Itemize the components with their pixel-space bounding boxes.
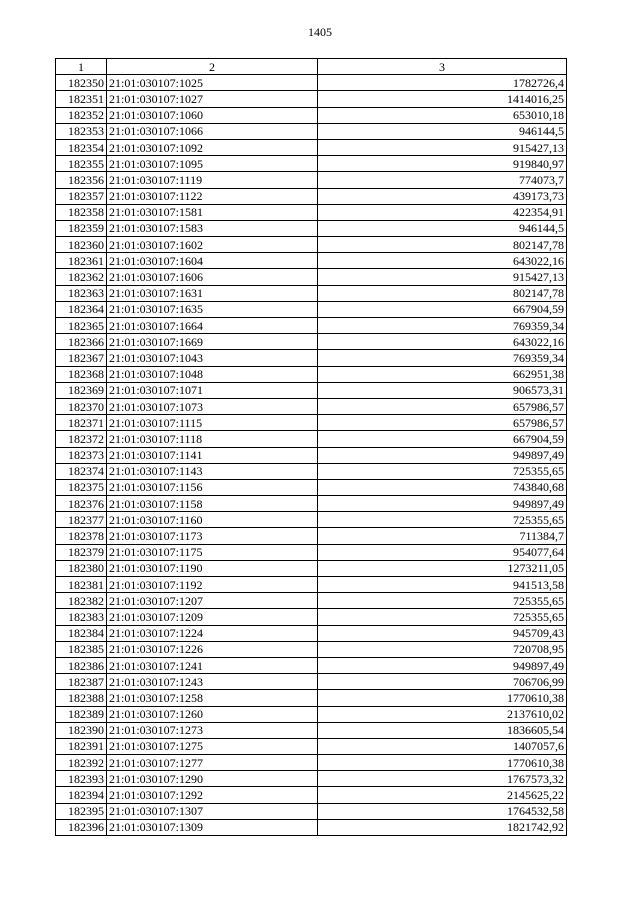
cadastral-number-cell: 21:01:030107:1071 bbox=[107, 382, 318, 398]
cadastral-number-cell: 21:01:030107:1275 bbox=[107, 738, 318, 754]
cadastral-number-cell: 21:01:030107:1118 bbox=[107, 431, 318, 447]
table-row bbox=[56, 512, 567, 528]
cadastral-value-cell: 743840,68 bbox=[318, 479, 567, 495]
cadastral-value-cell: 1767573,32 bbox=[318, 771, 567, 787]
cadastral-value-cell: 1836605,54 bbox=[318, 722, 567, 738]
row-number-cell: 182372 bbox=[56, 431, 107, 447]
cadastral-value-cell: 1782726,4 bbox=[318, 75, 567, 91]
row-number-cell: 182356 bbox=[56, 172, 107, 188]
cadastral-value-cell: 1821742,92 bbox=[318, 819, 567, 835]
table-row bbox=[56, 269, 567, 285]
table-row bbox=[56, 755, 567, 771]
row-number-cell: 182388 bbox=[56, 690, 107, 706]
cadastral-value-table bbox=[55, 58, 567, 836]
cadastral-number-cell: 21:01:030107:1122 bbox=[107, 188, 318, 204]
cadastral-number-cell: 21:01:030107:1664 bbox=[107, 318, 318, 334]
cadastral-value-cell: 725355,65 bbox=[318, 609, 567, 625]
cadastral-number-cell: 21:01:030107:1309 bbox=[107, 819, 318, 835]
row-number-cell: 182357 bbox=[56, 188, 107, 204]
row-number-cell: 182387 bbox=[56, 674, 107, 690]
cadastral-number-cell: 21:01:030107:1066 bbox=[107, 123, 318, 139]
table-body bbox=[56, 75, 567, 836]
table-row bbox=[56, 285, 567, 301]
table-row bbox=[56, 107, 567, 123]
table-row bbox=[56, 528, 567, 544]
table-row bbox=[56, 690, 567, 706]
cadastral-number-cell: 21:01:030107:1290 bbox=[107, 771, 318, 787]
table-row bbox=[56, 657, 567, 673]
row-number-cell: 182375 bbox=[56, 479, 107, 495]
row-number-cell: 182365 bbox=[56, 318, 107, 334]
cadastral-number-cell: 21:01:030107:1226 bbox=[107, 641, 318, 657]
table-row bbox=[56, 593, 567, 609]
row-number-cell: 182391 bbox=[56, 738, 107, 754]
table-row bbox=[56, 237, 567, 253]
cadastral-number-cell: 21:01:030107:1606 bbox=[107, 269, 318, 285]
cadastral-value-cell: 2145625,22 bbox=[318, 787, 567, 803]
cadastral-value-cell: 662951,38 bbox=[318, 366, 567, 382]
row-number-cell: 182386 bbox=[56, 657, 107, 673]
row-number-cell: 182381 bbox=[56, 577, 107, 593]
table-row bbox=[56, 188, 567, 204]
cadastral-number-cell: 21:01:030107:1160 bbox=[107, 512, 318, 528]
cadastral-number-cell: 21:01:030107:1583 bbox=[107, 220, 318, 236]
table-row bbox=[56, 318, 567, 334]
cadastral-number-cell: 21:01:030107:1173 bbox=[107, 528, 318, 544]
cadastral-value-cell: 1770610,38 bbox=[318, 690, 567, 706]
cadastral-value-cell: 643022,16 bbox=[318, 334, 567, 350]
row-number-cell: 182355 bbox=[56, 156, 107, 172]
cadastral-number-cell: 21:01:030107:1095 bbox=[107, 156, 318, 172]
row-number-cell: 182366 bbox=[56, 334, 107, 350]
row-number-cell: 182395 bbox=[56, 803, 107, 819]
cadastral-value-cell: 802147,78 bbox=[318, 285, 567, 301]
cadastral-number-cell: 21:01:030107:1241 bbox=[107, 657, 318, 673]
table-row bbox=[56, 496, 567, 512]
cadastral-value-cell: 643022,16 bbox=[318, 253, 567, 269]
row-number-cell: 182373 bbox=[56, 447, 107, 463]
row-number-cell: 182367 bbox=[56, 350, 107, 366]
cadastral-value-cell: 422354,91 bbox=[318, 204, 567, 220]
cadastral-value-cell: 949897,49 bbox=[318, 657, 567, 673]
cadastral-number-cell: 21:01:030107:1207 bbox=[107, 593, 318, 609]
cadastral-number-cell: 21:01:030107:1119 bbox=[107, 172, 318, 188]
cadastral-value-cell: 802147,78 bbox=[318, 237, 567, 253]
column-header-3: 3 bbox=[318, 59, 567, 75]
cadastral-number-cell: 21:01:030107:1258 bbox=[107, 690, 318, 706]
cadastral-value-cell: 949897,49 bbox=[318, 496, 567, 512]
table-row bbox=[56, 156, 567, 172]
cadastral-number-cell: 21:01:030107:1631 bbox=[107, 285, 318, 301]
cadastral-value-cell: 1770610,38 bbox=[318, 755, 567, 771]
cadastral-number-cell: 21:01:030107:1243 bbox=[107, 674, 318, 690]
cadastral-value-cell: 946144,5 bbox=[318, 220, 567, 236]
table-row bbox=[56, 479, 567, 495]
table-row bbox=[56, 204, 567, 220]
table-row bbox=[56, 771, 567, 787]
cadastral-value-cell: 945709,43 bbox=[318, 625, 567, 641]
row-number-cell: 182371 bbox=[56, 415, 107, 431]
cadastral-number-cell: 21:01:030107:1277 bbox=[107, 755, 318, 771]
row-number-cell: 182368 bbox=[56, 366, 107, 382]
row-number-cell: 182363 bbox=[56, 285, 107, 301]
cadastral-value-cell: 2137610,02 bbox=[318, 706, 567, 722]
row-number-cell: 182380 bbox=[56, 560, 107, 576]
table-row bbox=[56, 819, 567, 835]
cadastral-number-cell: 21:01:030107:1115 bbox=[107, 415, 318, 431]
cadastral-value-cell: 657986,57 bbox=[318, 398, 567, 414]
cadastral-number-cell: 21:01:030107:1027 bbox=[107, 91, 318, 107]
row-number-cell: 182360 bbox=[56, 237, 107, 253]
cadastral-value-cell: 915427,13 bbox=[318, 139, 567, 155]
table-row bbox=[56, 463, 567, 479]
cadastral-value-cell: 725355,65 bbox=[318, 593, 567, 609]
cadastral-number-cell: 21:01:030107:1141 bbox=[107, 447, 318, 463]
table-row bbox=[56, 91, 567, 107]
cadastral-value-cell: 906573,31 bbox=[318, 382, 567, 398]
cadastral-number-cell: 21:01:030107:1669 bbox=[107, 334, 318, 350]
table-row bbox=[56, 415, 567, 431]
cadastral-value-cell: 439173,73 bbox=[318, 188, 567, 204]
cadastral-value-cell: 725355,65 bbox=[318, 512, 567, 528]
table-row bbox=[56, 398, 567, 414]
row-number-cell: 182382 bbox=[56, 593, 107, 609]
table-row bbox=[56, 544, 567, 560]
table-row bbox=[56, 641, 567, 657]
column-header-1: 1 bbox=[56, 59, 107, 75]
row-number-cell: 182352 bbox=[56, 107, 107, 123]
row-number-cell: 182369 bbox=[56, 382, 107, 398]
cadastral-number-cell: 21:01:030107:1273 bbox=[107, 722, 318, 738]
cadastral-number-cell: 21:01:030107:1260 bbox=[107, 706, 318, 722]
cadastral-number-cell: 21:01:030107:1143 bbox=[107, 463, 318, 479]
row-number-cell: 182370 bbox=[56, 398, 107, 414]
cadastral-number-cell: 21:01:030107:1192 bbox=[107, 577, 318, 593]
cadastral-number-cell: 21:01:030107:1602 bbox=[107, 237, 318, 253]
cadastral-value-cell: 1273211,05 bbox=[318, 560, 567, 576]
row-number-cell: 182361 bbox=[56, 253, 107, 269]
cadastral-value-cell: 725355,65 bbox=[318, 463, 567, 479]
page-number: 1405 bbox=[308, 25, 332, 39]
cadastral-value-cell: 954077,64 bbox=[318, 544, 567, 560]
row-number-cell: 182354 bbox=[56, 139, 107, 155]
cadastral-number-cell: 21:01:030107:1048 bbox=[107, 366, 318, 382]
row-number-cell: 182390 bbox=[56, 722, 107, 738]
row-number-cell: 182358 bbox=[56, 204, 107, 220]
cadastral-value-cell: 720708,95 bbox=[318, 641, 567, 657]
row-number-cell: 182384 bbox=[56, 625, 107, 641]
row-number-cell: 182353 bbox=[56, 123, 107, 139]
table-row bbox=[56, 301, 567, 317]
cadastral-value-cell: 1764532,58 bbox=[318, 803, 567, 819]
cadastral-number-cell: 21:01:030107:1175 bbox=[107, 544, 318, 560]
row-number-cell: 182379 bbox=[56, 544, 107, 560]
column-header-2: 2 bbox=[107, 59, 318, 75]
table-row bbox=[56, 350, 567, 366]
cadastral-number-cell: 21:01:030107:1604 bbox=[107, 253, 318, 269]
cadastral-number-cell: 21:01:030107:1635 bbox=[107, 301, 318, 317]
table-row bbox=[56, 706, 567, 722]
table-row bbox=[56, 382, 567, 398]
table-row bbox=[56, 220, 567, 236]
cadastral-value-cell: 769359,34 bbox=[318, 318, 567, 334]
cadastral-number-cell: 21:01:030107:1060 bbox=[107, 107, 318, 123]
table-row bbox=[56, 609, 567, 625]
table-row bbox=[56, 123, 567, 139]
row-number-cell: 182383 bbox=[56, 609, 107, 625]
row-number-cell: 182359 bbox=[56, 220, 107, 236]
table-row bbox=[56, 577, 567, 593]
table-row bbox=[56, 674, 567, 690]
cadastral-number-cell: 21:01:030107:1224 bbox=[107, 625, 318, 641]
cadastral-number-cell: 21:01:030107:1043 bbox=[107, 350, 318, 366]
cadastral-number-cell: 21:01:030107:1158 bbox=[107, 496, 318, 512]
table-row bbox=[56, 803, 567, 819]
cadastral-value-cell: 706706,99 bbox=[318, 674, 567, 690]
cadastral-number-cell: 21:01:030107:1581 bbox=[107, 204, 318, 220]
table-row bbox=[56, 447, 567, 463]
table-row bbox=[56, 560, 567, 576]
cadastral-value-cell: 919840,97 bbox=[318, 156, 567, 172]
row-number-cell: 182392 bbox=[56, 755, 107, 771]
cadastral-number-cell: 21:01:030107:1156 bbox=[107, 479, 318, 495]
cadastral-value-cell: 774073,7 bbox=[318, 172, 567, 188]
cadastral-number-cell: 21:01:030107:1092 bbox=[107, 139, 318, 155]
table-row bbox=[56, 722, 567, 738]
cadastral-value-cell: 667904,59 bbox=[318, 431, 567, 447]
table-row bbox=[56, 431, 567, 447]
cadastral-value-cell: 915427,13 bbox=[318, 269, 567, 285]
row-number-cell: 182394 bbox=[56, 787, 107, 803]
row-number-cell: 182396 bbox=[56, 819, 107, 835]
cadastral-value-cell: 769359,34 bbox=[318, 350, 567, 366]
row-number-cell: 182376 bbox=[56, 496, 107, 512]
row-number-cell: 182378 bbox=[56, 528, 107, 544]
cadastral-value-cell: 667904,59 bbox=[318, 301, 567, 317]
row-number-cell: 182393 bbox=[56, 771, 107, 787]
cadastral-value-cell: 1407057,6 bbox=[318, 738, 567, 754]
table-row bbox=[56, 139, 567, 155]
row-number-cell: 182385 bbox=[56, 641, 107, 657]
cadastral-number-cell: 21:01:030107:1025 bbox=[107, 75, 318, 91]
table-row bbox=[56, 366, 567, 382]
cadastral-number-cell: 21:01:030107:1307 bbox=[107, 803, 318, 819]
cadastral-value-cell: 946144,5 bbox=[318, 123, 567, 139]
table-row bbox=[56, 334, 567, 350]
cadastral-number-cell: 21:01:030107:1073 bbox=[107, 398, 318, 414]
table-row bbox=[56, 738, 567, 754]
row-number-cell: 182374 bbox=[56, 463, 107, 479]
table-row bbox=[56, 787, 567, 803]
row-number-cell: 182350 bbox=[56, 75, 107, 91]
table-row bbox=[56, 172, 567, 188]
table-header-row bbox=[56, 59, 567, 75]
cadastral-number-cell: 21:01:030107:1209 bbox=[107, 609, 318, 625]
cadastral-value-cell: 657986,57 bbox=[318, 415, 567, 431]
table-row bbox=[56, 625, 567, 641]
cadastral-number-cell: 21:01:030107:1190 bbox=[107, 560, 318, 576]
row-number-cell: 182351 bbox=[56, 91, 107, 107]
table-row bbox=[56, 253, 567, 269]
row-number-cell: 182377 bbox=[56, 512, 107, 528]
cadastral-value-cell: 711384,7 bbox=[318, 528, 567, 544]
cadastral-value-cell: 941513,58 bbox=[318, 577, 567, 593]
row-number-cell: 182364 bbox=[56, 301, 107, 317]
cadastral-value-cell: 653010,18 bbox=[318, 107, 567, 123]
cadastral-value-cell: 1414016,25 bbox=[318, 91, 567, 107]
cadastral-value-cell: 949897,49 bbox=[318, 447, 567, 463]
cadastral-number-cell: 21:01:030107:1292 bbox=[107, 787, 318, 803]
table-row bbox=[56, 75, 567, 91]
row-number-cell: 182389 bbox=[56, 706, 107, 722]
row-number-cell: 182362 bbox=[56, 269, 107, 285]
